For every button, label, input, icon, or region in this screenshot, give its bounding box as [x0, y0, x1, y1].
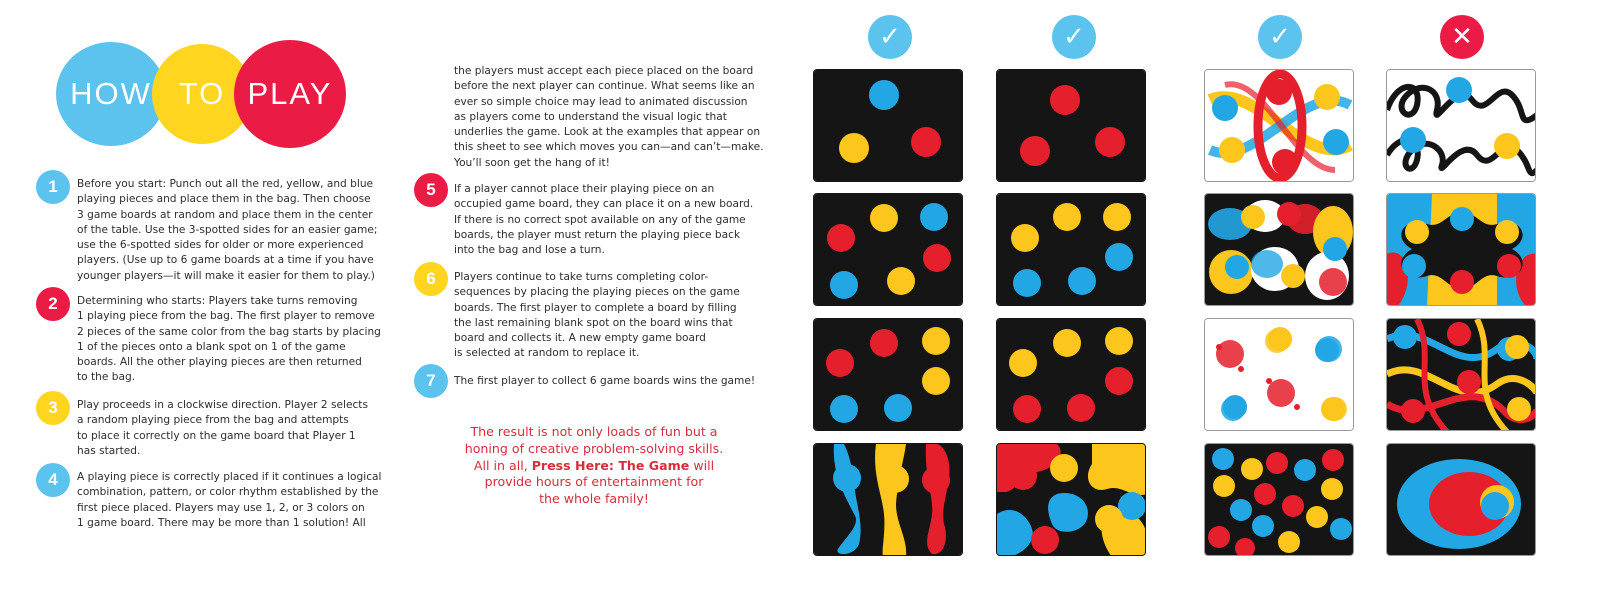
red-piece [1266, 79, 1292, 105]
yellow-piece [1495, 220, 1519, 244]
yellow-piece [1213, 475, 1235, 497]
yellow-piece [870, 204, 898, 232]
blue-piece [1393, 325, 1417, 349]
blue-piece [1294, 459, 1316, 481]
yellow-piece [1268, 327, 1292, 351]
blue-piece [1315, 338, 1339, 362]
blue-piece [920, 203, 948, 231]
check-icon: ✓ [868, 15, 912, 59]
blue-piece [1068, 267, 1096, 295]
example-board [1386, 69, 1536, 182]
yellow-piece [1053, 329, 1081, 357]
example-board [996, 193, 1146, 306]
how-to-play-title [52, 40, 352, 150]
red-piece [827, 224, 855, 252]
rule-number-badge: 6 [414, 262, 448, 296]
yellow-piece [1321, 397, 1345, 421]
yellow-piece [1095, 505, 1123, 533]
yellow-piece [1241, 458, 1263, 480]
result-statement [444, 424, 744, 508]
yellow-piece [1050, 454, 1078, 482]
yellow-piece [1314, 84, 1340, 110]
game-name: Press Here: The Game [531, 457, 690, 473]
yellow-piece [887, 267, 915, 295]
rule-text: If a player cannot place their playing piece on an occupied game board, they can place it on a new board. If there is no correct spot available on any of the game boards, the player must return the playing piece back into the bag and lose a turn. [454, 183, 754, 257]
yellow-piece [881, 465, 909, 493]
rule-4-continued: the players must accept each piece placed on the board before the next player can continue. What seems like an ever so simple choice may lead to animated discussion as players come to understand the visual logic that underlies the game. Look at the examples that appear on this sheet to see which moves you can—and can’t—make. You’ll soon get the hang of it! [454, 65, 764, 169]
rule-number-badge: 1 [36, 170, 70, 204]
example-board [1204, 193, 1354, 306]
red-piece [1447, 490, 1475, 518]
blue-piece [1323, 237, 1347, 261]
red-piece [1020, 136, 1050, 166]
example-board [1386, 443, 1536, 556]
example-board [1386, 193, 1536, 306]
red-piece [1208, 526, 1230, 548]
blue-piece [1230, 499, 1252, 521]
red-piece [1105, 367, 1133, 395]
red-piece [1050, 85, 1080, 115]
red-piece [1401, 399, 1425, 423]
red-piece [1447, 322, 1471, 346]
blue-piece [830, 395, 858, 423]
blue-piece [1330, 518, 1352, 540]
yellow-piece [1494, 133, 1520, 159]
example-board [996, 443, 1146, 556]
blue-piece [869, 80, 899, 110]
blue-piece [1450, 207, 1474, 231]
blue-piece [1400, 127, 1426, 153]
yellow-piece [1011, 224, 1039, 252]
blue-piece [1446, 77, 1472, 103]
red-piece [922, 466, 950, 494]
red-piece [826, 349, 854, 377]
rule-text: Play proceeds in a clockwise direction. Player 2 selects a random playing piece from the bag and attempts to place it correctly on the game board that Player 1 has started. [77, 399, 368, 457]
check-icon: ✓ [1258, 15, 1302, 59]
blue-piece [884, 394, 912, 422]
yellow-piece [1505, 335, 1529, 359]
title-word-how: HOW [56, 42, 166, 146]
example-board [996, 69, 1146, 182]
yellow-piece [1405, 220, 1429, 244]
red-piece [1272, 149, 1298, 175]
red-piece [1013, 395, 1041, 423]
rule-number-badge: 2 [36, 287, 70, 321]
blue-piece [1212, 95, 1238, 121]
blue-piece [1225, 255, 1249, 279]
yellow-piece [1306, 506, 1328, 528]
example-board [1204, 318, 1354, 431]
rule-text: A playing piece is correctly placed if it continues a logical combination, pattern, or color rhythm established by the first piece placed. Players may use 1, 2, or 3 colors on 1 game board. There may be more than 1 solution! All [77, 471, 382, 529]
example-board [813, 318, 963, 431]
red-piece [1009, 462, 1037, 490]
red-piece [1067, 394, 1095, 422]
yellow-piece [1321, 478, 1343, 500]
red-piece [911, 127, 941, 157]
example-board [996, 318, 1146, 431]
red-piece [1254, 483, 1276, 505]
red-piece [1095, 127, 1125, 157]
check-icon: ✓ [1052, 15, 1096, 59]
red-piece [1322, 449, 1344, 471]
result-text-start: The result is not only loads of fun but a honing of creative problem-solving skills. All in all, [464, 424, 724, 473]
yellow-piece [1009, 349, 1037, 377]
rule-text: Before you start: Punch out all the red, yellow, and blue playing pieces and place them in the bag. Then choose 3 game boards at random and place them in the center of the table. Use the 3-spotted sides for an easier game; use the 6-spotted sides for older or more experienced players. (Use up to 6 game boards at a time if you have younger players—it will make it easier for them to play.) [77, 178, 378, 282]
blue-piece [1252, 515, 1274, 537]
rule-number-badge: 7 [414, 364, 448, 398]
blue-piece [1323, 129, 1349, 155]
yellow-piece [1219, 137, 1245, 163]
red-piece [1282, 495, 1304, 517]
yellow-piece [922, 327, 950, 355]
blue-piece [1105, 243, 1133, 271]
yellow-piece [839, 133, 869, 163]
red-piece [1497, 254, 1521, 278]
red-piece [870, 329, 898, 357]
example-board [813, 443, 963, 556]
blue-piece [1013, 269, 1041, 297]
rule-number-badge: 4 [36, 463, 70, 497]
rule-text: Players continue to take turns completing color- sequences by placing the playing pieces on the game boards. The first player to complete a board by filling the last remaining blank spot on the board wins that board and collects it. A new empty game board is selected at random to replace it. [454, 271, 740, 360]
example-board [1204, 69, 1354, 182]
red-piece [1457, 370, 1481, 394]
example-board [813, 69, 963, 182]
result-text-end: will provide hours of entertainment for the whole family! [484, 457, 715, 507]
yellow-piece [1053, 203, 1081, 231]
example-board [813, 193, 963, 306]
yellow-piece [922, 367, 950, 395]
rule-number-badge: 3 [36, 391, 70, 425]
red-piece [923, 244, 951, 272]
yellow-piece [1105, 327, 1133, 355]
blue-piece [1481, 492, 1509, 520]
rule-text: The first player to collect 6 game boards wins the game! [454, 375, 756, 387]
red-piece [1031, 526, 1059, 554]
rule-text: Determining who starts: Players take turns removing 1 playing piece from the bag. The first player to remove 2 pieces of the same color from the bag starts by placing 1 of the pieces onto a blank spot on 1 of the game boards. All the other playing pieces are then returned to the bag. [77, 295, 381, 384]
red-piece [1277, 202, 1301, 226]
example-board [1204, 443, 1354, 556]
yellow-piece [1103, 203, 1131, 231]
red-piece [1450, 270, 1474, 294]
title-word-play: PLAY [234, 40, 346, 148]
yellow-piece [1507, 397, 1531, 421]
red-piece [1266, 452, 1288, 474]
blue-piece [1223, 395, 1247, 419]
yellow-piece [1241, 205, 1265, 229]
cross-icon: ✕ [1440, 15, 1484, 59]
blue-piece [1212, 448, 1234, 470]
yellow-piece [1281, 264, 1305, 288]
yellow-piece [1278, 531, 1300, 553]
blue-piece [1402, 254, 1426, 278]
title-word-to: TO [152, 44, 252, 144]
blue-piece [833, 464, 861, 492]
example-board [1386, 318, 1536, 431]
rule-number-badge: 5 [414, 173, 448, 207]
blue-piece [830, 271, 858, 299]
